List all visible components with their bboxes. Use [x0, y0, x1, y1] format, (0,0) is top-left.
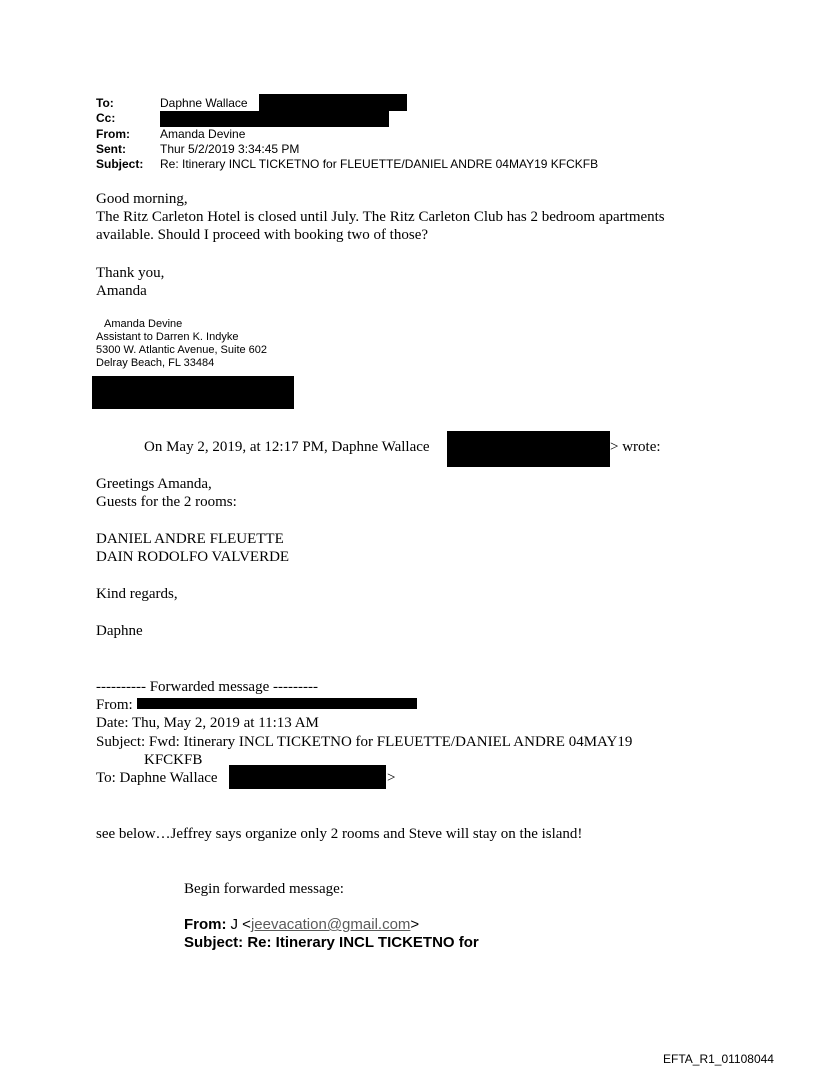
redaction-bar — [160, 111, 389, 127]
signature-address-1: 5300 W. Atlantic Avenue, Suite 602 — [96, 344, 268, 356]
nested-begin: Begin forwarded message: — [184, 881, 344, 897]
forwarded-from-label: From: — [96, 697, 133, 713]
signature-name: Amanda Devine — [104, 318, 183, 330]
subject-value: Re: Itinerary INCL TICKETNO for FLEUETTE/DANIEL ANDRE 04MAY19 KFCKFB — [160, 157, 599, 171]
forwarded-to-label: To: Daphne Wallace — [96, 770, 218, 786]
nested-from-name: J < — [230, 916, 251, 933]
email-link[interactable]: jeevacation@gmail.com — [250, 916, 411, 933]
guest-name: DANIEL ANDRE FLEUETTE — [96, 531, 284, 547]
quoted-name: Daphne — [96, 623, 143, 639]
from-label: From: — [96, 127, 130, 141]
document-id: EFTA_R1_01108044 — [663, 1052, 774, 1066]
redaction-bar — [92, 376, 294, 409]
quoted-guests-line: Guests for the 2 rooms: — [96, 494, 237, 510]
to-value: Daphne Wallace — [160, 96, 248, 110]
nested-from-line — [184, 916, 419, 934]
subject-label: Subject: — [96, 157, 144, 171]
forwarded-subject-1: Subject: Fwd: Itinerary INCL TICKETNO for FLEUETTE/DANIEL ANDRE 04MAY19 — [96, 734, 633, 750]
from-value: Amanda Devine — [160, 127, 246, 141]
reply-line-2: available. Should I proceed with booking two of those? — [96, 227, 429, 243]
reply-line-1: The Ritz Carleton Hotel is closed until July. The Ritz Carleton Club has 2 bedroom apartments — [96, 209, 665, 225]
redaction-bar — [447, 431, 610, 467]
to-label: To: — [96, 96, 114, 110]
redaction-bar — [229, 765, 386, 789]
cc-label: Cc: — [96, 111, 116, 125]
nested-from-close: > — [410, 916, 420, 933]
signature-title: Assistant to Darren K. Indyke — [96, 331, 239, 343]
forward-note: see below…Jeffrey says organize only 2 rooms and Steve will stay on the island! — [96, 826, 583, 842]
sent-value: Thur 5/2/2019 3:34:45 PM — [160, 142, 300, 156]
reply-name: Amanda — [96, 283, 147, 299]
redaction-bar — [259, 94, 407, 111]
nested-subject: Subject: Re: Itinerary INCL TICKETNO for — [184, 934, 479, 951]
forwarded-to-suffix: > — [387, 770, 396, 786]
reply-greeting: Good morning, — [96, 191, 188, 207]
guest-name: DAIN RODOLFO VALVERDE — [96, 549, 290, 565]
redaction-bar — [137, 698, 417, 709]
quoted-greeting: Greetings Amanda, — [96, 476, 212, 492]
quoted-regards: Kind regards, — [96, 586, 178, 602]
quoted-intro: On May 2, 2019, at 12:17 PM, Daphne Wallace — [144, 439, 430, 455]
forwarded-date: Date: Thu, May 2, 2019 at 11:13 AM — [96, 715, 319, 731]
nested-from-label: From: — [184, 916, 227, 933]
forwarded-divider: ---------- Forwarded message --------- — [96, 679, 318, 695]
signature-address-2: Delray Beach, FL 33484 — [96, 357, 215, 369]
quoted-wrote: > wrote: — [610, 439, 661, 455]
reply-thanks: Thank you, — [96, 265, 165, 281]
forwarded-subject-2: KFCKFB — [144, 752, 203, 768]
sent-label: Sent: — [96, 142, 126, 156]
